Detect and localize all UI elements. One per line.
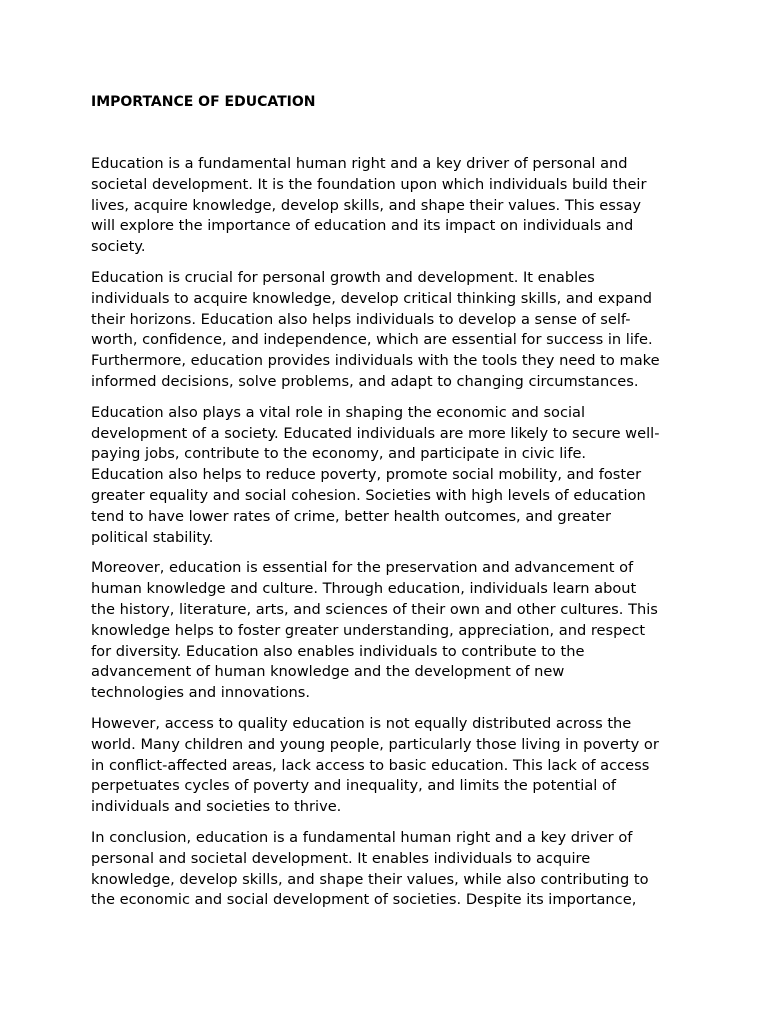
paragraph-line: individuals to acquire knowledge, develop critical thinking skills, and expand bbox=[91, 289, 653, 307]
document-body bbox=[91, 154, 683, 921]
paragraph-line: greater equality and social cohesion. Societies with high levels of education bbox=[91, 486, 646, 504]
paragraph-line: the economic and social development of societies. Despite its importance, bbox=[91, 891, 637, 909]
paragraph-line: worth, confidence, and independence, which are essential for success in life. bbox=[91, 331, 653, 349]
paragraph-line: tend to have lower rates of crime, better health outcomes, and greater bbox=[91, 507, 611, 525]
document-title: IMPORTANCE OF EDUCATION bbox=[91, 94, 316, 110]
paragraph-4 bbox=[91, 558, 683, 704]
paragraph-line: society. bbox=[91, 238, 146, 256]
paragraph-line: the history, literature, arts, and sciences of their own and other cultures. This bbox=[91, 600, 658, 618]
paragraph-line: for diversity. Education also enables individuals to contribute to the bbox=[91, 642, 585, 660]
paragraph-3 bbox=[91, 403, 683, 549]
paragraph-line: Education is a fundamental human right and a key driver of personal and bbox=[91, 155, 628, 172]
paragraph-line: informed decisions, solve problems, and adapt to changing circumstances. bbox=[91, 372, 639, 390]
paragraph-line: individuals and societies to thrive. bbox=[91, 798, 342, 816]
paragraph-6 bbox=[91, 828, 683, 911]
paragraph-line: knowledge helps to foster greater understanding, appreciation, and respect bbox=[91, 621, 646, 639]
paragraph-line: perpetuates cycles of poverty and inequality, and limits the potential of bbox=[91, 777, 617, 795]
paragraph-line: political stability. bbox=[91, 528, 214, 546]
paragraph-line: lives, acquire knowledge, develop skills, and shape their values. This essay bbox=[91, 196, 642, 214]
paragraph-1 bbox=[91, 154, 683, 258]
paragraph-line: knowledge, develop skills, and shape their values, while also contributing to bbox=[91, 870, 649, 888]
paragraph-line: world. Many children and young people, particularly those living in poverty or bbox=[91, 735, 659, 753]
paragraph-line: Education also plays a vital role in shaping the economic and social bbox=[91, 403, 586, 421]
paragraph-line: human knowledge and culture. Through education, individuals learn about bbox=[91, 580, 637, 598]
paragraph-line: development of a society. Educated individuals are more likely to secure well- bbox=[91, 424, 660, 442]
paragraph-line: societal development. It is the foundation upon which individuals build their bbox=[91, 175, 647, 193]
paragraph-line: in conflict-affected areas, lack access to basic education. This lack of access bbox=[91, 756, 650, 774]
paragraph-line: Moreover, education is essential for the preservation and advancement of bbox=[91, 559, 634, 577]
paragraph-line: In conclusion, education is a fundamental human right and a key driver of bbox=[91, 828, 633, 846]
paragraph-2 bbox=[91, 268, 683, 393]
paragraph-line: Furthermore, education provides individuals with the tools they need to make bbox=[91, 352, 660, 370]
paragraph-line: Education is crucial for personal growth and development. It enables bbox=[91, 268, 595, 286]
paragraph-line: their horizons. Education also helps individuals to develop a sense of self- bbox=[91, 310, 631, 328]
paragraph-line: paying jobs, contribute to the economy, and participate in civic life. bbox=[91, 445, 587, 463]
paragraph-line: will explore the importance of education and its impact on individuals and bbox=[91, 217, 634, 235]
paragraph-line: technologies and innovations. bbox=[91, 684, 311, 702]
paragraph-line: advancement of human knowledge and the development of new bbox=[91, 663, 565, 681]
paragraph-5 bbox=[91, 714, 683, 818]
paragraph-line: However, access to quality education is not equally distributed across the bbox=[91, 714, 632, 732]
paragraph-line: personal and societal development. It enables individuals to acquire bbox=[91, 849, 591, 867]
paragraph-line: Education also helps to reduce poverty, promote social mobility, and foster bbox=[91, 466, 642, 484]
